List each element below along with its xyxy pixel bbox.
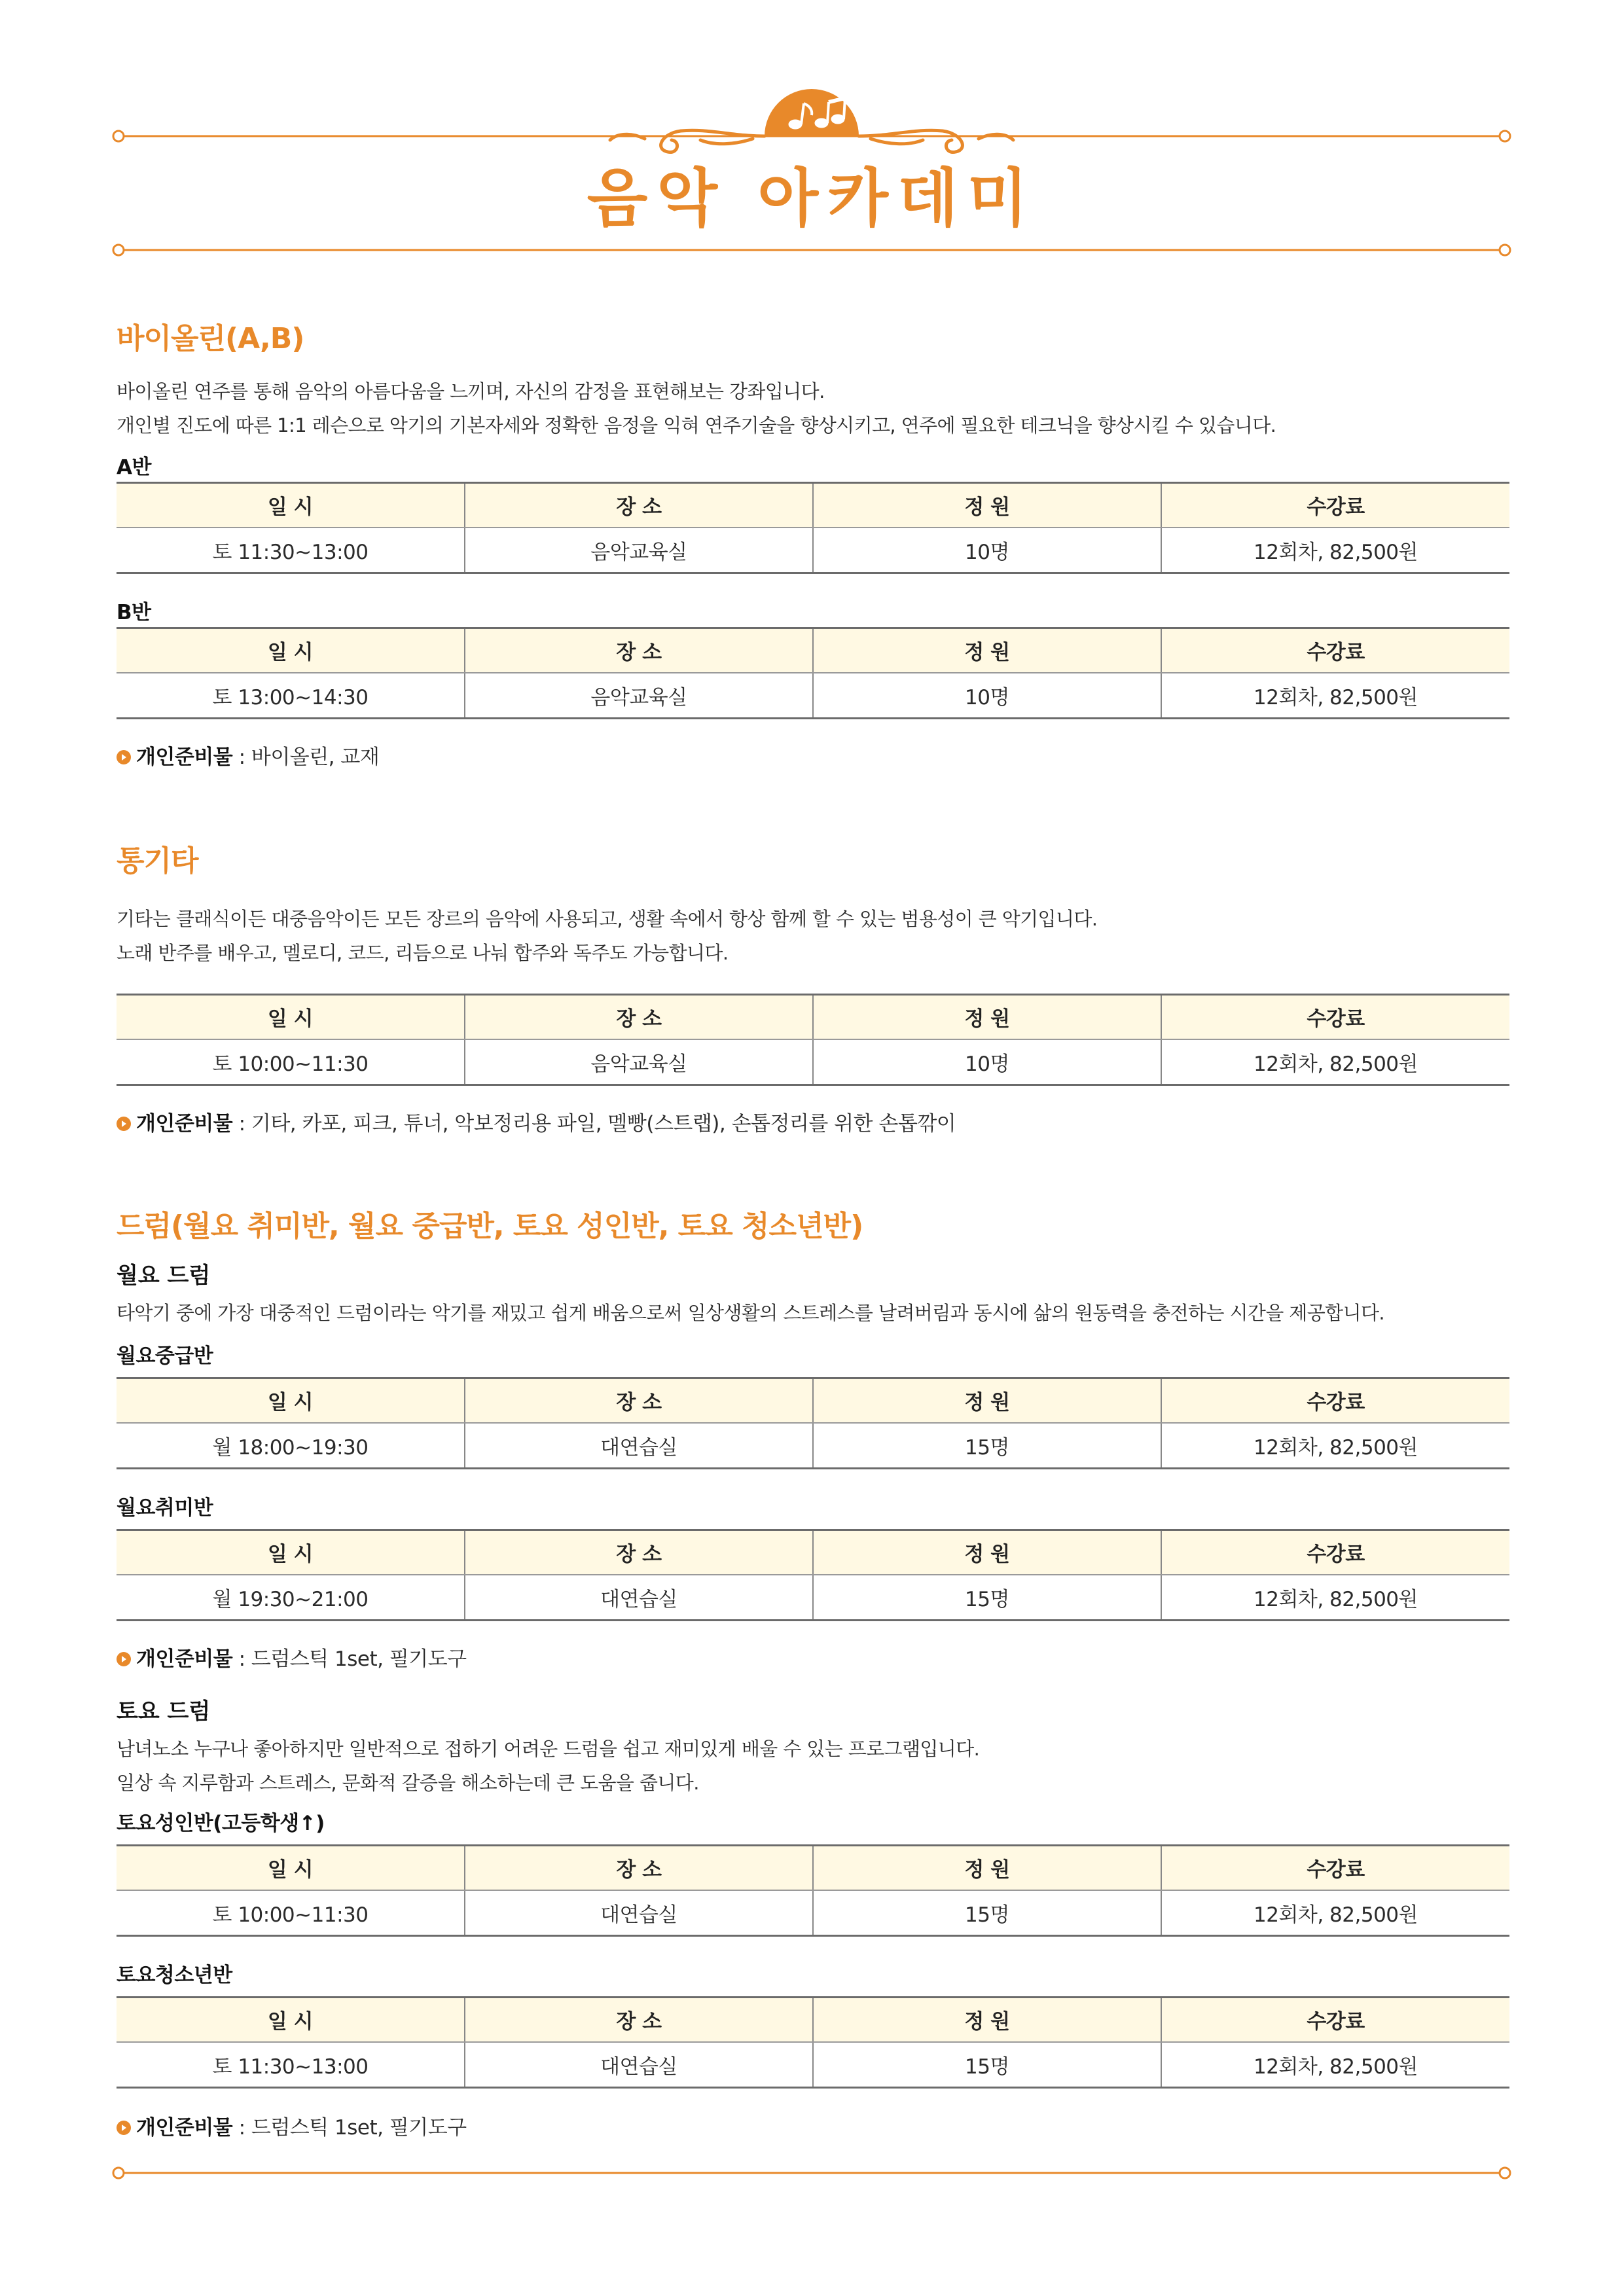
cell-datetime: 토 10:00~11:30 [117, 1039, 465, 1085]
header-place: 장 소 [465, 483, 813, 528]
header-fee: 수강료 [1161, 1846, 1509, 1890]
cell-datetime: 토 13:00~14:30 [117, 673, 465, 719]
saturday-drum-desc-2: 일상 속 지루함과 스트레스, 문화적 갈증을 해소하는데 큰 도움을 줍니다. [117, 1772, 699, 1794]
header-capacity: 정 원 [813, 995, 1161, 1039]
table-row [117, 673, 1509, 719]
header-capacity: 정 원 [813, 1378, 1161, 1423]
rule-end-right [1500, 131, 1510, 141]
schedule-table-violin-a [117, 482, 1509, 574]
cell-capacity: 10명 [813, 1039, 1161, 1085]
header-capacity: 정 원 [813, 628, 1161, 673]
cell-place: 대연습실 [465, 1575, 813, 1621]
schedule-table-violin-b [117, 627, 1509, 719]
prep-text: : 드럼스틱 1set, 필기도구 [232, 2116, 467, 2140]
header-place: 장 소 [465, 628, 813, 673]
table-row [117, 1423, 1509, 1469]
bullet-arrow-icon [117, 1652, 131, 1666]
header-datetime: 일 시 [117, 1530, 465, 1575]
header-capacity: 정 원 [813, 1846, 1161, 1890]
cell-capacity: 10명 [813, 528, 1161, 573]
header-place: 장 소 [465, 1846, 813, 1890]
table-header-row [117, 628, 1509, 673]
class-label-saturday-adult: 토요성인반(고등학생↑) [117, 1812, 325, 1835]
prep-text: : 바이올린, 교재 [232, 745, 380, 769]
guitar-desc-1: 기타는 클래식이든 대중음악이든 모든 장르의 음악에 사용되고, 생활 속에서 항상 함께 할 수 있는 범용성이 큰 악기입니다. [117, 908, 1098, 930]
table-header-row [117, 1846, 1509, 1890]
table-header-row [117, 1530, 1509, 1575]
cell-datetime: 토 11:30~13:00 [117, 2042, 465, 2088]
bullet-arrow-icon [117, 750, 131, 764]
schedule-table-saturday-adult [117, 1844, 1509, 1937]
header-fee: 수강료 [1161, 1998, 1509, 2042]
table-row [117, 1039, 1509, 1085]
table-header-row [117, 1998, 1509, 2042]
cell-place: 대연습실 [465, 2042, 813, 2088]
bullet-arrow-icon [117, 2121, 131, 2135]
bullet-arrow-icon [117, 1117, 131, 1131]
violin-desc-1: 바이올린 연주를 통해 음악의 아름다움을 느끼며, 자신의 감정을 표현해보는 강좌입니다. [117, 380, 825, 403]
cell-capacity: 15명 [813, 1423, 1161, 1469]
rule-end-right-2 [1500, 245, 1510, 255]
header-fee: 수강료 [1161, 1378, 1509, 1423]
cell-capacity: 15명 [813, 1890, 1161, 1936]
header-datetime: 일 시 [117, 1378, 465, 1423]
cell-capacity: 15명 [813, 2042, 1161, 2088]
prep-text: : 드럼스틱 1set, 필기도구 [232, 1647, 467, 1671]
cell-place: 대연습실 [465, 1890, 813, 1936]
table-header-row [117, 1378, 1509, 1423]
prep-label: 개인준비물 [136, 1647, 233, 1671]
header-datetime: 일 시 [117, 483, 465, 528]
cell-place: 음악교육실 [465, 1039, 813, 1085]
saturday-drum-desc-1: 남녀노소 누구나 좋아하지만 일반적으로 접하기 어려운 드럼을 쉽고 재미있게 배울 수 있는 프로그램입니다. [117, 1738, 980, 1760]
table-row [117, 1575, 1509, 1621]
header-place: 장 소 [465, 1530, 813, 1575]
cell-datetime: 토 10:00~11:30 [117, 1890, 465, 1936]
guitar-desc-2: 노래 반주를 배우고, 멜로디, 코드, 리듬으로 나눠 합주와 독주도 가능합니다. [117, 942, 729, 964]
cell-capacity: 15명 [813, 1575, 1161, 1621]
cell-capacity: 10명 [813, 673, 1161, 719]
header-capacity: 정 원 [813, 483, 1161, 528]
class-label-violin-a: A반 [117, 456, 151, 479]
header-datetime: 일 시 [117, 1846, 465, 1890]
cell-datetime: 월 19:30~21:00 [117, 1575, 465, 1621]
sub-heading-monday-drum: 월요 드럼 [117, 1263, 211, 1289]
header-fee: 수강료 [1161, 995, 1509, 1039]
cell-fee: 12회차, 82,500원 [1161, 2042, 1509, 2088]
cell-place: 음악교육실 [465, 528, 813, 573]
table-row [117, 528, 1509, 573]
schedule-table-monday-intermediate [117, 1377, 1509, 1469]
header-place: 장 소 [465, 1378, 813, 1423]
prep-text: : 기타, 카포, 피크, 튜너, 악보정리용 파일, 멜빵(스트랩), 손톱정리를 위한 손톱깎이 [232, 1112, 956, 1136]
prep-note-saturday-drum [117, 2113, 467, 2143]
monday-drum-desc: 타악기 중에 가장 대중적인 드럼이라는 악기를 재밌고 쉽게 배움으로써 일상생활의 스트레스를 날려버림과 동시에 삶의 원동력을 충전하는 시간을 제공합니다. [117, 1302, 1385, 1324]
section-title-drum: 드럼(월요 취미반, 월요 중급반, 토요 성인반, 토요 청소년반) [117, 1210, 863, 1243]
header-capacity: 정 원 [813, 1530, 1161, 1575]
prep-note-monday-drum [117, 1644, 467, 1674]
table-header-row [117, 995, 1509, 1039]
cell-fee: 12회차, 82,500원 [1161, 1423, 1509, 1469]
table-header-row [117, 483, 1509, 528]
rule-end-left-2 [113, 245, 124, 255]
prep-note-violin [117, 742, 379, 772]
header-fee: 수강료 [1161, 628, 1509, 673]
cell-datetime: 토 11:30~13:00 [117, 528, 465, 573]
header-place: 장 소 [465, 1998, 813, 2042]
cell-fee: 12회차, 82,500원 [1161, 1890, 1509, 1936]
cell-place: 음악교육실 [465, 673, 813, 719]
prep-note-guitar [117, 1109, 956, 1139]
table-row [117, 1890, 1509, 1936]
table-row [117, 2042, 1509, 2088]
header-datetime: 일 시 [117, 1998, 465, 2042]
schedule-table-monday-hobby [117, 1529, 1509, 1621]
class-label-monday-hobby: 월요취미반 [117, 1496, 213, 1520]
header-place: 장 소 [465, 995, 813, 1039]
class-label-saturday-youth: 토요청소년반 [117, 1964, 232, 1987]
section-title-violin: 바이올린(A,B) [117, 322, 304, 355]
prep-label: 개인준비물 [136, 2116, 233, 2140]
header-fee: 수강료 [1161, 1530, 1509, 1575]
section-title-guitar: 통기타 [117, 844, 198, 878]
class-label-monday-intermediate: 월요중급반 [117, 1344, 213, 1368]
prep-label: 개인준비물 [136, 1112, 233, 1136]
cell-fee: 12회차, 82,500원 [1161, 1039, 1509, 1085]
cell-datetime: 월 18:00~19:30 [117, 1423, 465, 1469]
cell-fee: 12회차, 82,500원 [1161, 1575, 1509, 1621]
header-capacity: 정 원 [813, 1998, 1161, 2042]
cell-fee: 12회차, 82,500원 [1161, 673, 1509, 719]
footer-rule [0, 2160, 1624, 2186]
sub-heading-saturday-drum: 토요 드럼 [117, 1698, 211, 1725]
header-datetime: 일 시 [117, 995, 465, 1039]
header-datetime: 일 시 [117, 628, 465, 673]
page-title: 음악 아카데미 [586, 162, 1038, 235]
class-label-violin-b: B반 [117, 601, 151, 624]
prep-label: 개인준비물 [136, 745, 233, 769]
header-fee: 수강료 [1161, 483, 1509, 528]
violin-desc-2: 개인별 진도에 따른 1:1 레슨으로 악기의 기본자세와 정확한 음정을 익혀 연주기술을 향상시키고, 연주에 필요한 테크닉을 향상시킬 수 있습니다. [117, 414, 1276, 437]
schedule-table-saturday-youth [117, 1996, 1509, 2089]
schedule-table-guitar [117, 994, 1509, 1086]
rule-end-left [113, 131, 124, 141]
cell-place: 대연습실 [465, 1423, 813, 1469]
cell-fee: 12회차, 82,500원 [1161, 528, 1509, 573]
